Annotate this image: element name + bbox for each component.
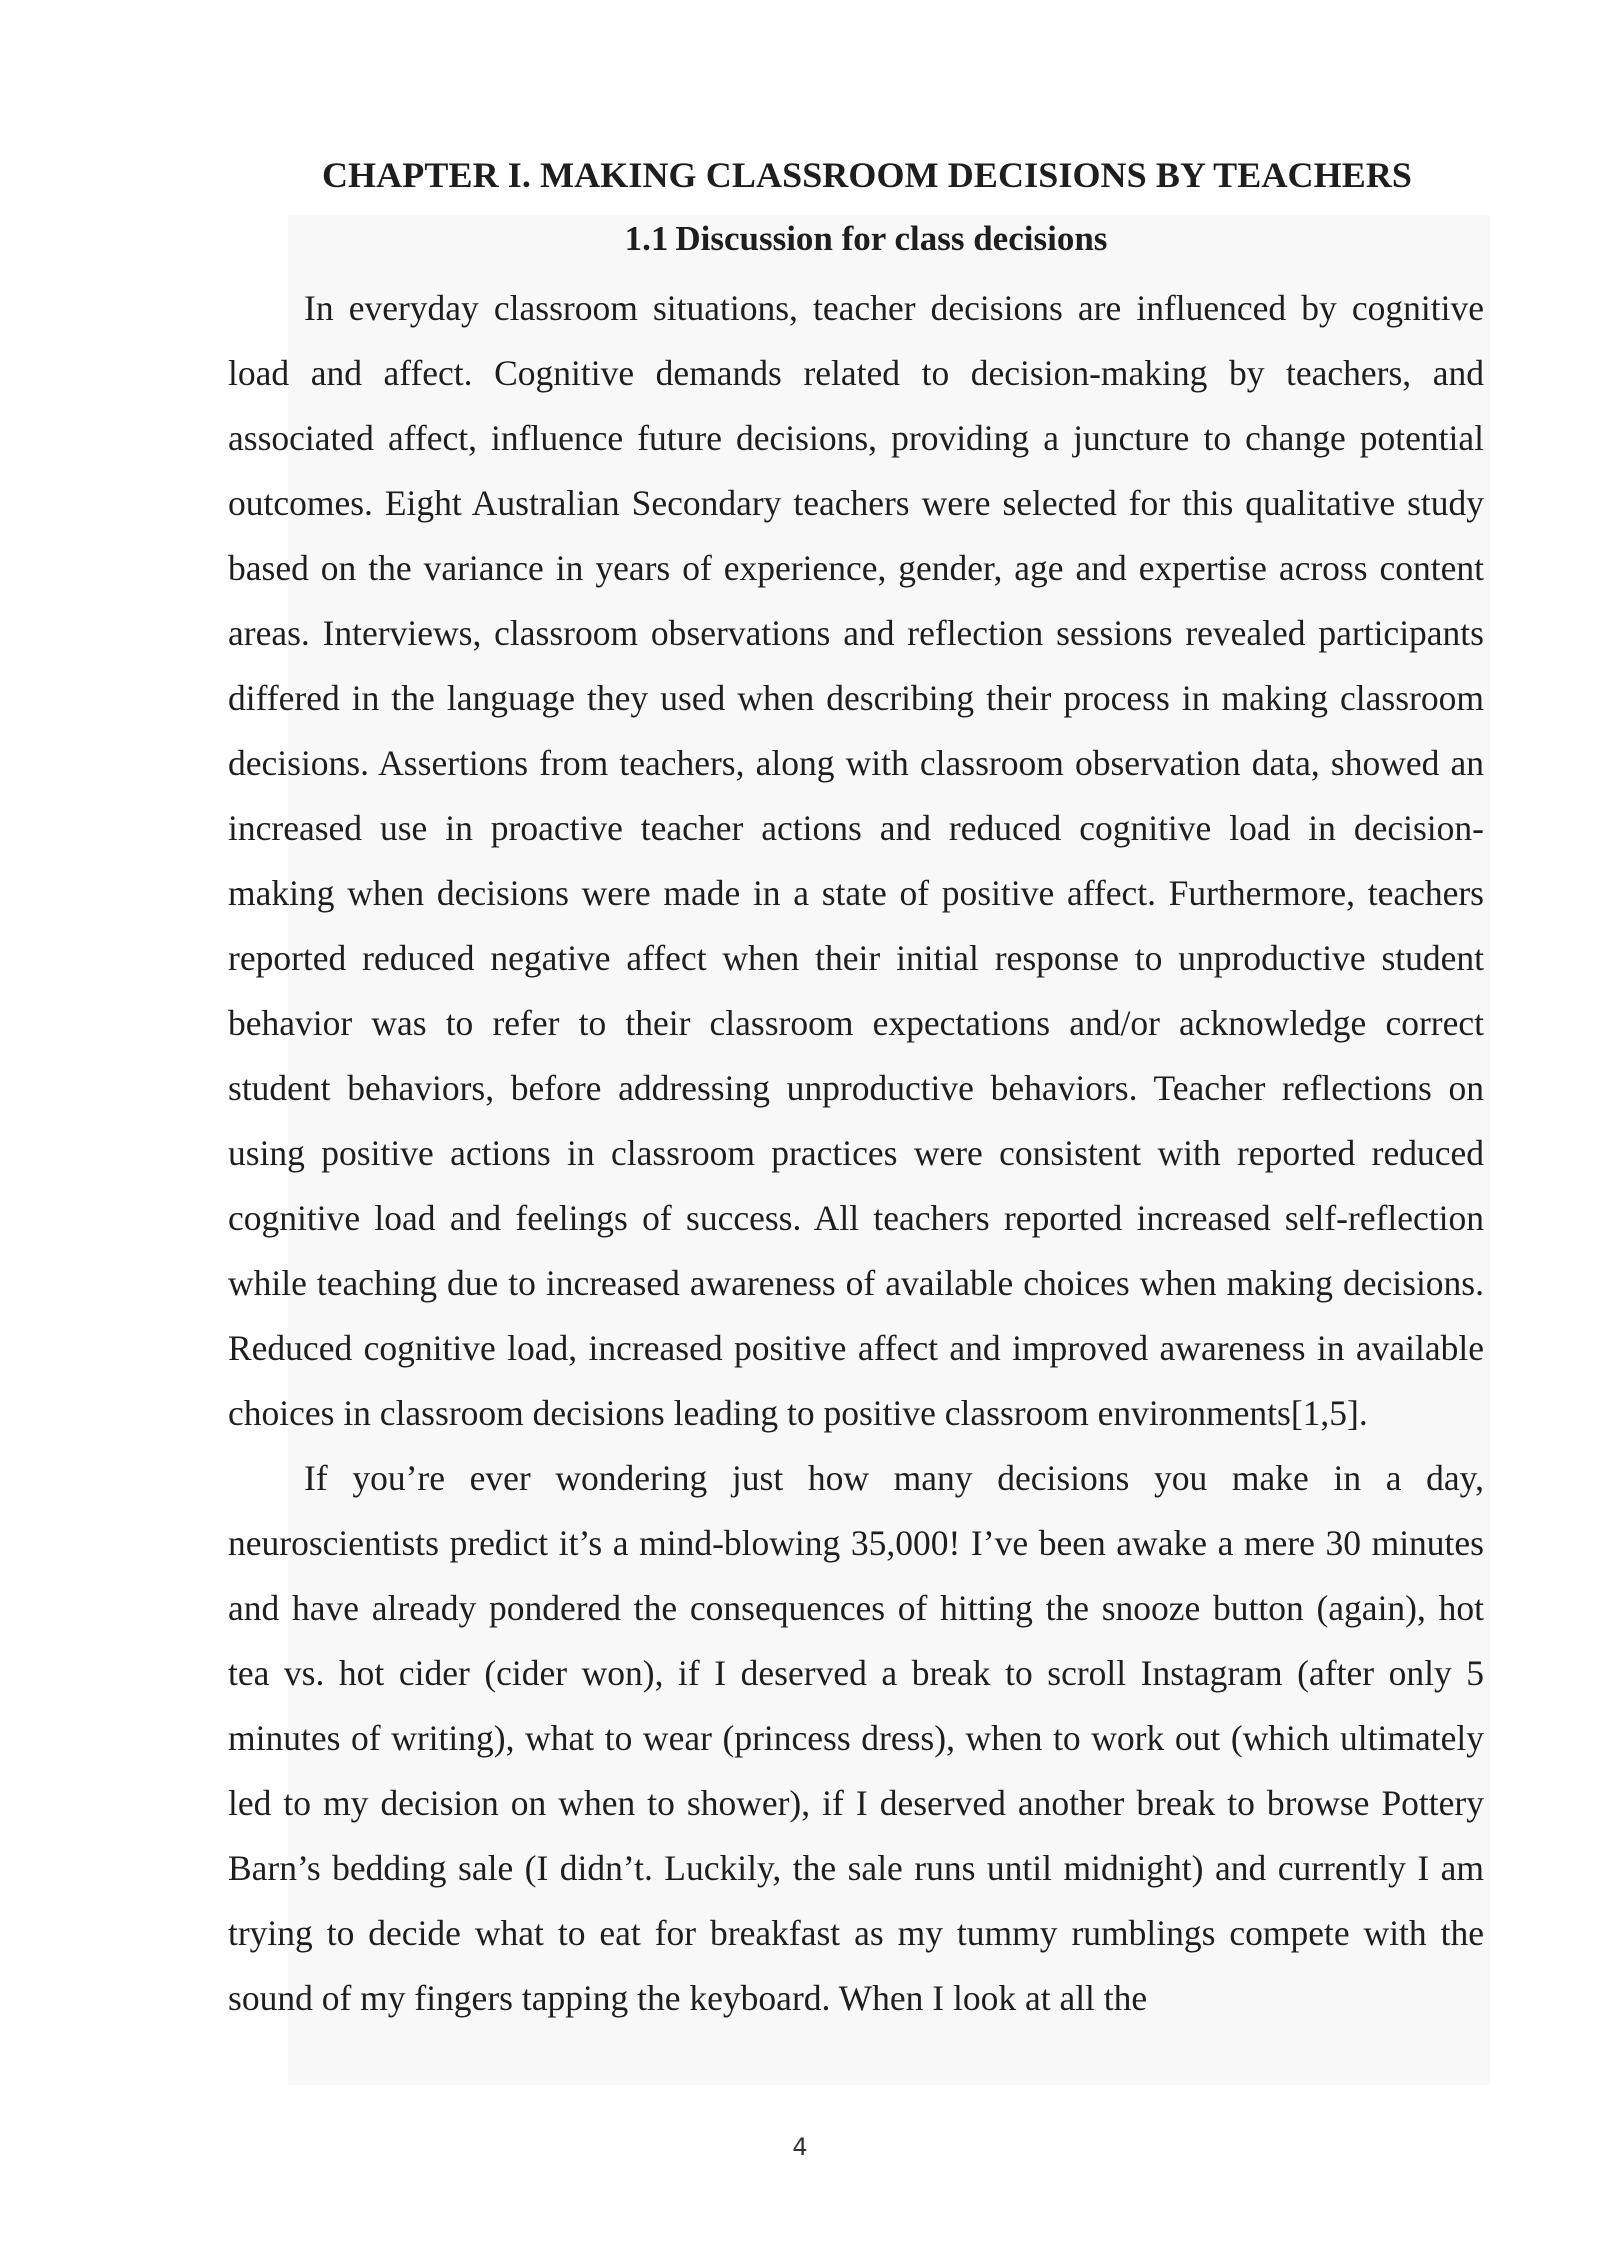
- page-number: 4: [792, 2133, 808, 2161]
- section-title: 1.1 Discussion for class decisions: [624, 219, 1108, 258]
- paragraph-1: In everyday classroom situations, teacher decisions are influenced by cognitive load and affect. Cognitive demands related to decision-making by teachers, and associated affect, influence future decisions, providing a juncture to change potential outcomes. Eight Australian Secondary teachers were selected for this qualitative study based on the variance in years of experience, gender, age and expertise across content areas. Interviews, classroom observations and reflection sessions revealed participants differed in the language they used when describing their process in making classroom decisions. Assertions from teachers, along with classroom observation data, showed an increased use in proactive teacher actions and reduced cognitive load in decision-making when decisions were made in a state of positive affect. Furthermore, teachers reported reduced negative affect when their initial response to unproductive student behavior was to refer to their classroom expectations and/or acknowledge correct student behaviors, before addressing unproductive behaviors. Teacher reflections on using positive actions in classroom practices were consistent with reported reduced cognitive load and feelings of success. All teachers reported increased self-reflection while teaching due to increased awareness of available choices when making decisions. Reduced cognitive load, increased positive affect and improved awareness in available choices in classroom decisions leading to positive classroom environments[1,5].: [228, 288, 1484, 1433]
- document-body: [228, 148, 1484, 2031]
- paragraph-2: If you’re ever wondering just how many decisions you make in a day, neuroscientists predict it’s a mind-blowing 35,000! I’ve been awake a mere 30 minutes and have already pondered the consequences of hitting the snooze button (again), hot tea vs. hot cider (cider won), if I deserved a break to scroll Instagram (after only 5 minutes of writing), what to wear (princess dress), when to work out (which ultimately led to my decision on when to shower), if I deserved another break to browse Pottery Barn’s bedding sale (I didn’t. Luckily, the sale runs until midnight) and currently I am trying to decide what to eat for breakfast as my tummy rumblings compete with the sound of my fingers tapping the keyboard. When I look at all the: [228, 1458, 1484, 2018]
- chapter-title: CHAPTER I. MAKING CLASSROOM DECISIONS BY TEACHERS: [321, 155, 1413, 195]
